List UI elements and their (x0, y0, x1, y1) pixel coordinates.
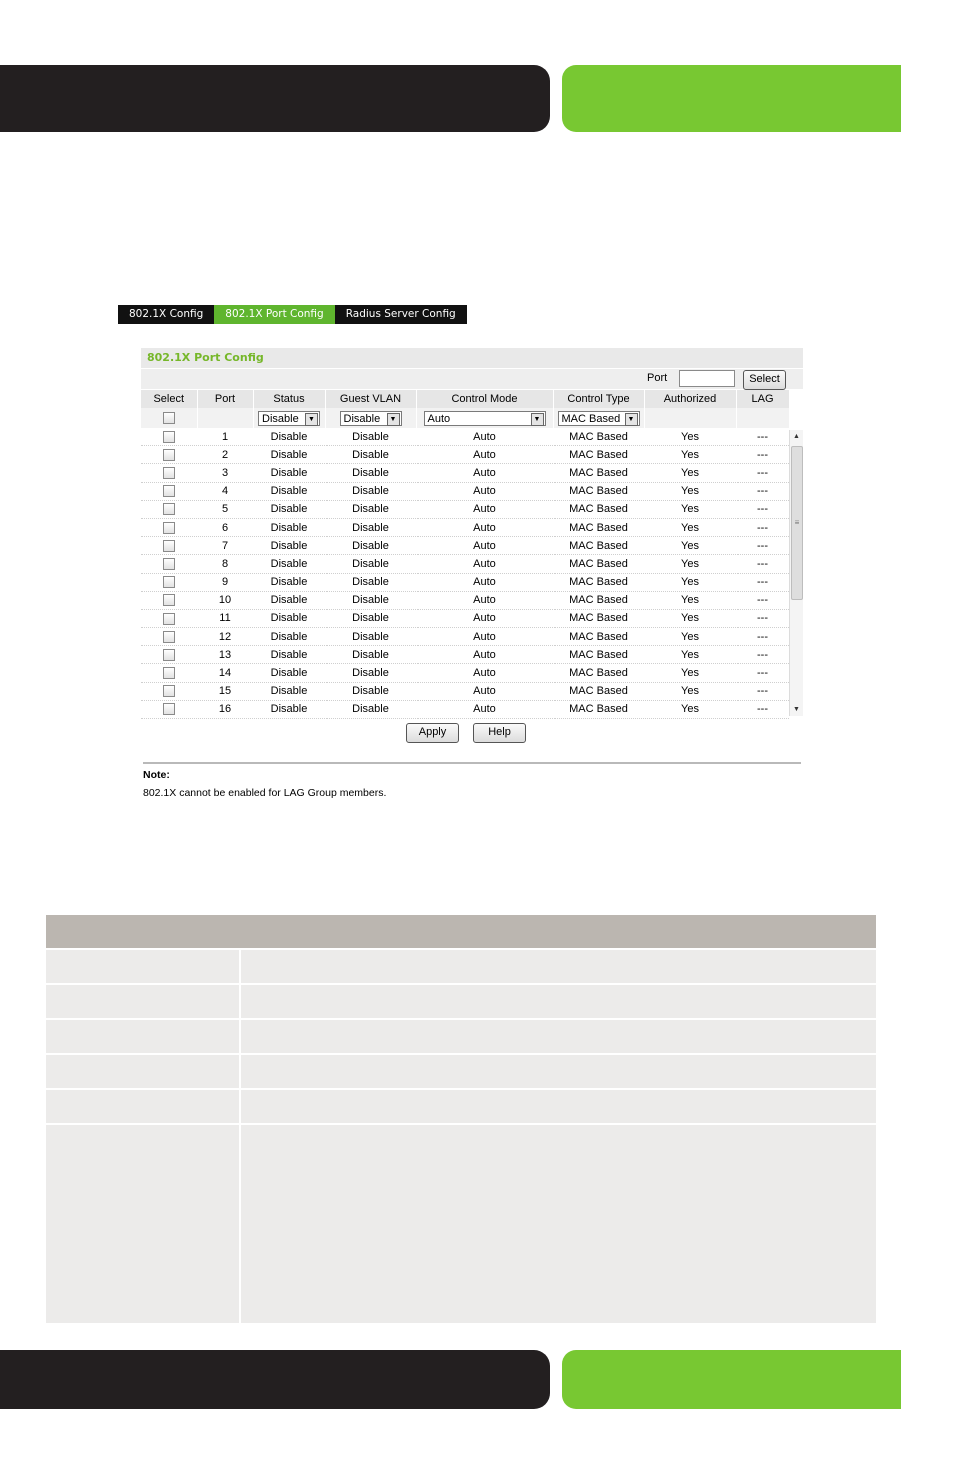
row-checkbox[interactable] (163, 540, 175, 552)
port-table-body (141, 428, 789, 719)
cell-port: 5 (197, 500, 253, 518)
cell-guest-vlan: Disable (325, 537, 416, 555)
control-mode-filter-value: Auto (427, 412, 451, 425)
cell-control-mode: Auto (416, 682, 553, 700)
port-config-panel (141, 348, 803, 716)
cell-port: 8 (197, 555, 253, 573)
cell-authorized: Yes (644, 518, 736, 536)
col-header-status: Status (253, 390, 325, 408)
cell-port: 13 (197, 646, 253, 664)
cell-authorized: Yes (644, 682, 736, 700)
table-row (141, 609, 789, 627)
cell-guest-vlan: Disable (325, 664, 416, 682)
dropdown-arrow-icon: ▼ (625, 413, 638, 426)
table-row (141, 500, 789, 518)
cell-control-mode: Auto (416, 646, 553, 664)
header-dark-bar (0, 65, 550, 132)
cell-port: 2 (197, 446, 253, 464)
cell-guest-vlan: Disable (325, 446, 416, 464)
cell-status: Disable (253, 628, 325, 646)
cell-control-mode: Auto (416, 700, 553, 718)
panel-title: 802.1X Port Config (141, 348, 803, 368)
table-row (141, 537, 789, 555)
cell-lag: --- (736, 446, 789, 464)
row-checkbox[interactable] (163, 503, 175, 515)
cell-guest-vlan: Disable (325, 464, 416, 482)
cell-lag: --- (736, 518, 789, 536)
row-checkbox[interactable] (163, 522, 175, 534)
tab-802-1x-config[interactable]: 802.1X Config (118, 305, 214, 324)
parameter-row (46, 1020, 876, 1053)
col-header-authorized: Authorized (644, 390, 736, 408)
cell-guest-vlan: Disable (325, 700, 416, 718)
cell-port: 10 (197, 591, 253, 609)
cell-guest-vlan: Disable (325, 555, 416, 573)
cell-control-type: MAC Based (553, 609, 644, 627)
table-row (141, 464, 789, 482)
row-checkbox[interactable] (163, 703, 175, 715)
footer-dark-bar (0, 1350, 550, 1409)
cell-port: 7 (197, 537, 253, 555)
cell-control-type: MAC Based (553, 428, 644, 446)
table-row (141, 518, 789, 536)
col-header-select: Select (141, 390, 197, 408)
cell-guest-vlan: Disable (325, 682, 416, 700)
header-green-bar (562, 65, 901, 132)
cell-control-mode: Auto (416, 664, 553, 682)
cell-guest-vlan: Disable (325, 500, 416, 518)
cell-lag: --- (736, 482, 789, 500)
cell-control-type: MAC Based (553, 500, 644, 518)
col-header-port: Port (197, 390, 253, 408)
cell-guest-vlan: Disable (325, 591, 416, 609)
guest-vlan-filter-value: Disable (343, 412, 381, 425)
row-checkbox[interactable] (163, 667, 175, 679)
cell-port: 4 (197, 482, 253, 500)
cell-status: Disable (253, 646, 325, 664)
cell-lag: --- (736, 591, 789, 609)
cell-authorized: Yes (644, 700, 736, 718)
control-type-filter-value: MAC Based (561, 412, 621, 425)
cell-port: 6 (197, 518, 253, 536)
cell-guest-vlan: Disable (325, 573, 416, 591)
cell-control-mode: Auto (416, 537, 553, 555)
cell-port: 3 (197, 464, 253, 482)
cell-lag: --- (736, 664, 789, 682)
tab-radius-server-config[interactable]: Radius Server Config (335, 305, 467, 324)
cell-guest-vlan: Disable (325, 646, 416, 664)
dropdown-arrow-icon: ▼ (305, 413, 318, 426)
port-label: Port (647, 372, 668, 384)
cell-status: Disable (253, 537, 325, 555)
col-header-lag: LAG (736, 390, 789, 408)
cell-control-type: MAC Based (553, 573, 644, 591)
cell-authorized: Yes (644, 428, 736, 446)
cell-guest-vlan: Disable (325, 428, 416, 446)
footer-green-bar (562, 1350, 901, 1409)
cell-control-mode: Auto (416, 628, 553, 646)
table-row (141, 555, 789, 573)
table-row (141, 700, 789, 718)
tab-802-1x-port-config[interactable]: 802.1X Port Config (214, 305, 334, 324)
scroll-down-icon[interactable]: ▼ (793, 706, 800, 713)
table-row (141, 682, 789, 700)
cell-status: Disable (253, 518, 325, 536)
parameter-table-header (46, 915, 876, 948)
help-button[interactable]: Help (473, 723, 526, 743)
col-header-guest-vlan: Guest VLAN (325, 390, 416, 408)
cell-lag: --- (736, 428, 789, 446)
cell-authorized: Yes (644, 537, 736, 555)
parameter-table (46, 915, 876, 1323)
dropdown-arrow-icon: ▼ (387, 413, 400, 426)
select-button[interactable]: Select (743, 370, 786, 390)
control-type-filter-select[interactable] (558, 411, 640, 426)
cell-authorized: Yes (644, 464, 736, 482)
cell-port: 15 (197, 682, 253, 700)
cell-control-type: MAC Based (553, 518, 644, 536)
cell-status: Disable (253, 482, 325, 500)
cell-authorized: Yes (644, 591, 736, 609)
col-header-control-mode: Control Mode (416, 390, 553, 408)
cell-lag: --- (736, 537, 789, 555)
cell-guest-vlan: Disable (325, 609, 416, 627)
cell-status: Disable (253, 682, 325, 700)
tab-bar (118, 305, 467, 324)
cell-control-mode: Auto (416, 609, 553, 627)
cell-authorized: Yes (644, 646, 736, 664)
cell-lag: --- (736, 464, 789, 482)
cell-port: 12 (197, 628, 253, 646)
cell-lag: --- (736, 573, 789, 591)
cell-authorized: Yes (644, 555, 736, 573)
row-checkbox[interactable] (163, 431, 175, 443)
row-checkbox[interactable] (163, 649, 175, 661)
cell-status: Disable (253, 664, 325, 682)
table-row (141, 446, 789, 464)
cell-control-type: MAC Based (553, 646, 644, 664)
table-row (141, 573, 789, 591)
table-row (141, 591, 789, 609)
cell-status: Disable (253, 464, 325, 482)
cell-control-mode: Auto (416, 591, 553, 609)
note-divider (143, 762, 801, 764)
cell-control-mode: Auto (416, 500, 553, 518)
cell-guest-vlan: Disable (325, 482, 416, 500)
cell-control-mode: Auto (416, 446, 553, 464)
cell-control-type: MAC Based (553, 591, 644, 609)
cell-lag: --- (736, 609, 789, 627)
cell-control-mode: Auto (416, 482, 553, 500)
cell-guest-vlan: Disable (325, 518, 416, 536)
cell-authorized: Yes (644, 446, 736, 464)
row-checkbox[interactable] (163, 631, 175, 643)
cell-status: Disable (253, 446, 325, 464)
row-checkbox[interactable] (163, 558, 175, 570)
col-header-control-type: Control Type (553, 390, 644, 408)
row-checkbox[interactable] (163, 594, 175, 606)
port-search-row (141, 369, 803, 389)
cell-control-type: MAC Based (553, 682, 644, 700)
cell-control-type: MAC Based (553, 664, 644, 682)
row-checkbox[interactable] (163, 467, 175, 479)
cell-control-type: MAC Based (553, 537, 644, 555)
cell-status: Disable (253, 609, 325, 627)
cell-authorized: Yes (644, 628, 736, 646)
table-row (141, 664, 789, 682)
cell-control-type: MAC Based (553, 446, 644, 464)
port-table (141, 390, 790, 719)
cell-control-type: MAC Based (553, 555, 644, 573)
cell-control-type: MAC Based (553, 700, 644, 718)
note-text: 802.1X cannot be enabled for LAG Group members. (143, 787, 387, 799)
cell-control-mode: Auto (416, 573, 553, 591)
apply-button[interactable]: Apply (406, 723, 459, 743)
cell-control-mode: Auto (416, 464, 553, 482)
cell-control-type: MAC Based (553, 628, 644, 646)
cell-status: Disable (253, 555, 325, 573)
scroll-up-icon[interactable]: ▲ (793, 433, 800, 440)
cell-status: Disable (253, 500, 325, 518)
note-heading: Note: (143, 769, 170, 781)
port-input[interactable] (679, 370, 735, 387)
parameter-row (46, 1090, 876, 1123)
row-checkbox[interactable] (163, 685, 175, 697)
select-all-checkbox[interactable] (163, 412, 175, 424)
parameter-row (46, 1055, 876, 1088)
row-checkbox[interactable] (163, 576, 175, 588)
cell-authorized: Yes (644, 573, 736, 591)
cell-port: 1 (197, 428, 253, 446)
cell-status: Disable (253, 428, 325, 446)
status-filter-value: Disable (262, 412, 299, 425)
guest-vlan-filter-select[interactable] (340, 411, 402, 426)
cell-status: Disable (253, 591, 325, 609)
parameter-row (46, 985, 876, 1018)
control-mode-filter-select[interactable] (424, 411, 546, 426)
table-scrollbar[interactable] (789, 430, 803, 716)
dropdown-arrow-icon: ▼ (531, 413, 544, 426)
status-filter-select[interactable] (258, 411, 320, 426)
row-checkbox[interactable] (163, 449, 175, 461)
parameter-row (46, 1125, 876, 1323)
cell-status: Disable (253, 573, 325, 591)
cell-control-mode: Auto (416, 428, 553, 446)
cell-authorized: Yes (644, 500, 736, 518)
cell-control-mode: Auto (416, 518, 553, 536)
cell-port: 11 (197, 609, 253, 627)
cell-authorized: Yes (644, 609, 736, 627)
cell-status: Disable (253, 700, 325, 718)
row-checkbox[interactable] (163, 485, 175, 497)
cell-lag: --- (736, 555, 789, 573)
cell-lag: --- (736, 628, 789, 646)
cell-port: 9 (197, 573, 253, 591)
cell-port: 16 (197, 700, 253, 718)
table-row (141, 628, 789, 646)
cell-guest-vlan: Disable (325, 628, 416, 646)
cell-authorized: Yes (644, 664, 736, 682)
cell-control-mode: Auto (416, 555, 553, 573)
cell-lag: --- (736, 682, 789, 700)
table-row (141, 428, 789, 446)
scroll-thumb[interactable]: ≡ (791, 446, 803, 600)
cell-control-type: MAC Based (553, 482, 644, 500)
cell-lag: --- (736, 646, 789, 664)
cell-lag: --- (736, 500, 789, 518)
cell-lag: --- (736, 700, 789, 718)
cell-port: 14 (197, 664, 253, 682)
row-checkbox[interactable] (163, 613, 175, 625)
cell-authorized: Yes (644, 482, 736, 500)
table-row (141, 482, 789, 500)
cell-control-type: MAC Based (553, 464, 644, 482)
table-row (141, 646, 789, 664)
parameter-row (46, 950, 876, 983)
